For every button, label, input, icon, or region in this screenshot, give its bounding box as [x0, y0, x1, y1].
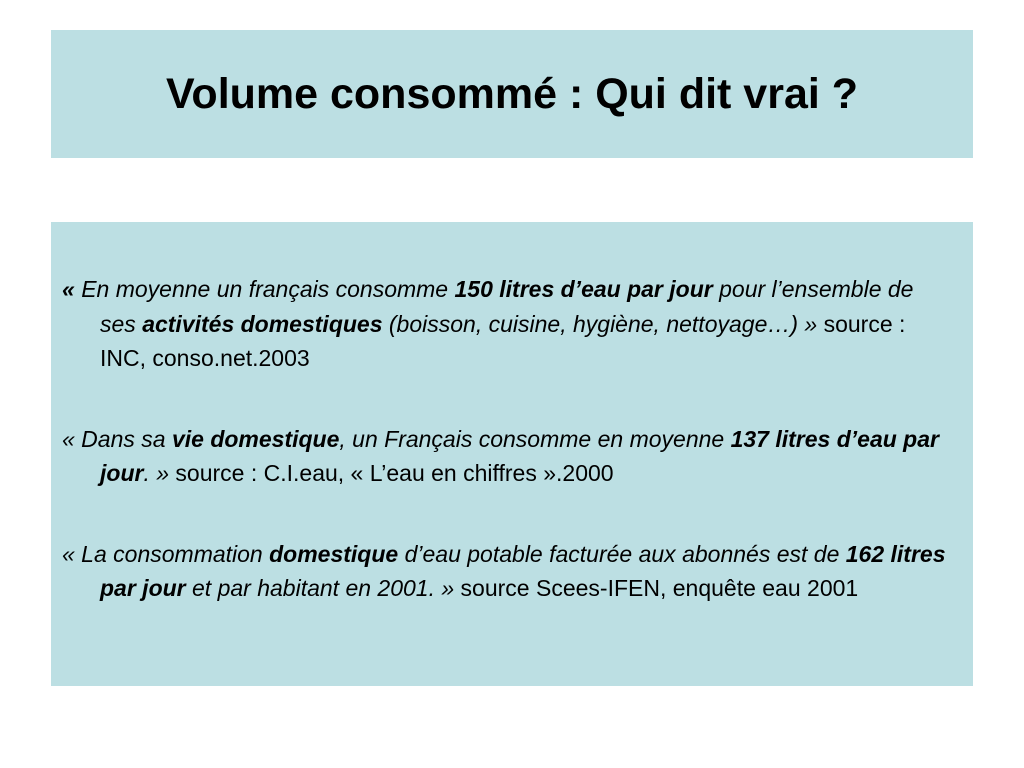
- quote-cieau: [62, 422, 947, 491]
- slide-content-box: [51, 222, 973, 686]
- quote-text: d’eau potable facturée aux abonnés est de: [398, 540, 846, 567]
- quote-text: et par habitant en 2001. »: [185, 575, 455, 601]
- slide-title: Volume consommé : Qui dit vrai ?: [165, 69, 859, 118]
- slide-title-box: [51, 30, 973, 158]
- quote-text: (boisson, cuisine, hygiène, nettoyage…) »: [382, 310, 818, 337]
- quote-highlight: 150 litres d’eau par jour: [454, 276, 713, 302]
- quote-text: . »: [143, 460, 170, 486]
- quote-highlight: 137 litres d’eau par jour: [100, 425, 939, 486]
- quote-highlight: domestique: [269, 540, 399, 567]
- quote-source: source Scees-IFEN, enquête eau 2001: [454, 575, 859, 601]
- quote-text: En moyenne un français consomme: [81, 276, 455, 302]
- quote-source: source : INC, conso.net.2003: [100, 310, 906, 371]
- quote-open-mark: «: [62, 276, 82, 302]
- quote-text: pour l’ensemble de ses: [100, 276, 914, 337]
- quote-text: « Dans sa: [62, 425, 172, 452]
- quote-inc: [62, 272, 947, 376]
- quote-highlight: 162 litres par jour: [100, 540, 946, 601]
- quote-highlight: activités domestiques: [142, 310, 383, 337]
- quote-source: source : C.I.eau, « L’eau en chiffres ».2000: [169, 460, 614, 486]
- quote-text: « La consommation: [62, 540, 270, 567]
- quote-highlight: vie domestique: [171, 425, 340, 452]
- quote-text: , un Français consomme en moyenne: [339, 425, 731, 452]
- quote-ifen: [62, 537, 947, 606]
